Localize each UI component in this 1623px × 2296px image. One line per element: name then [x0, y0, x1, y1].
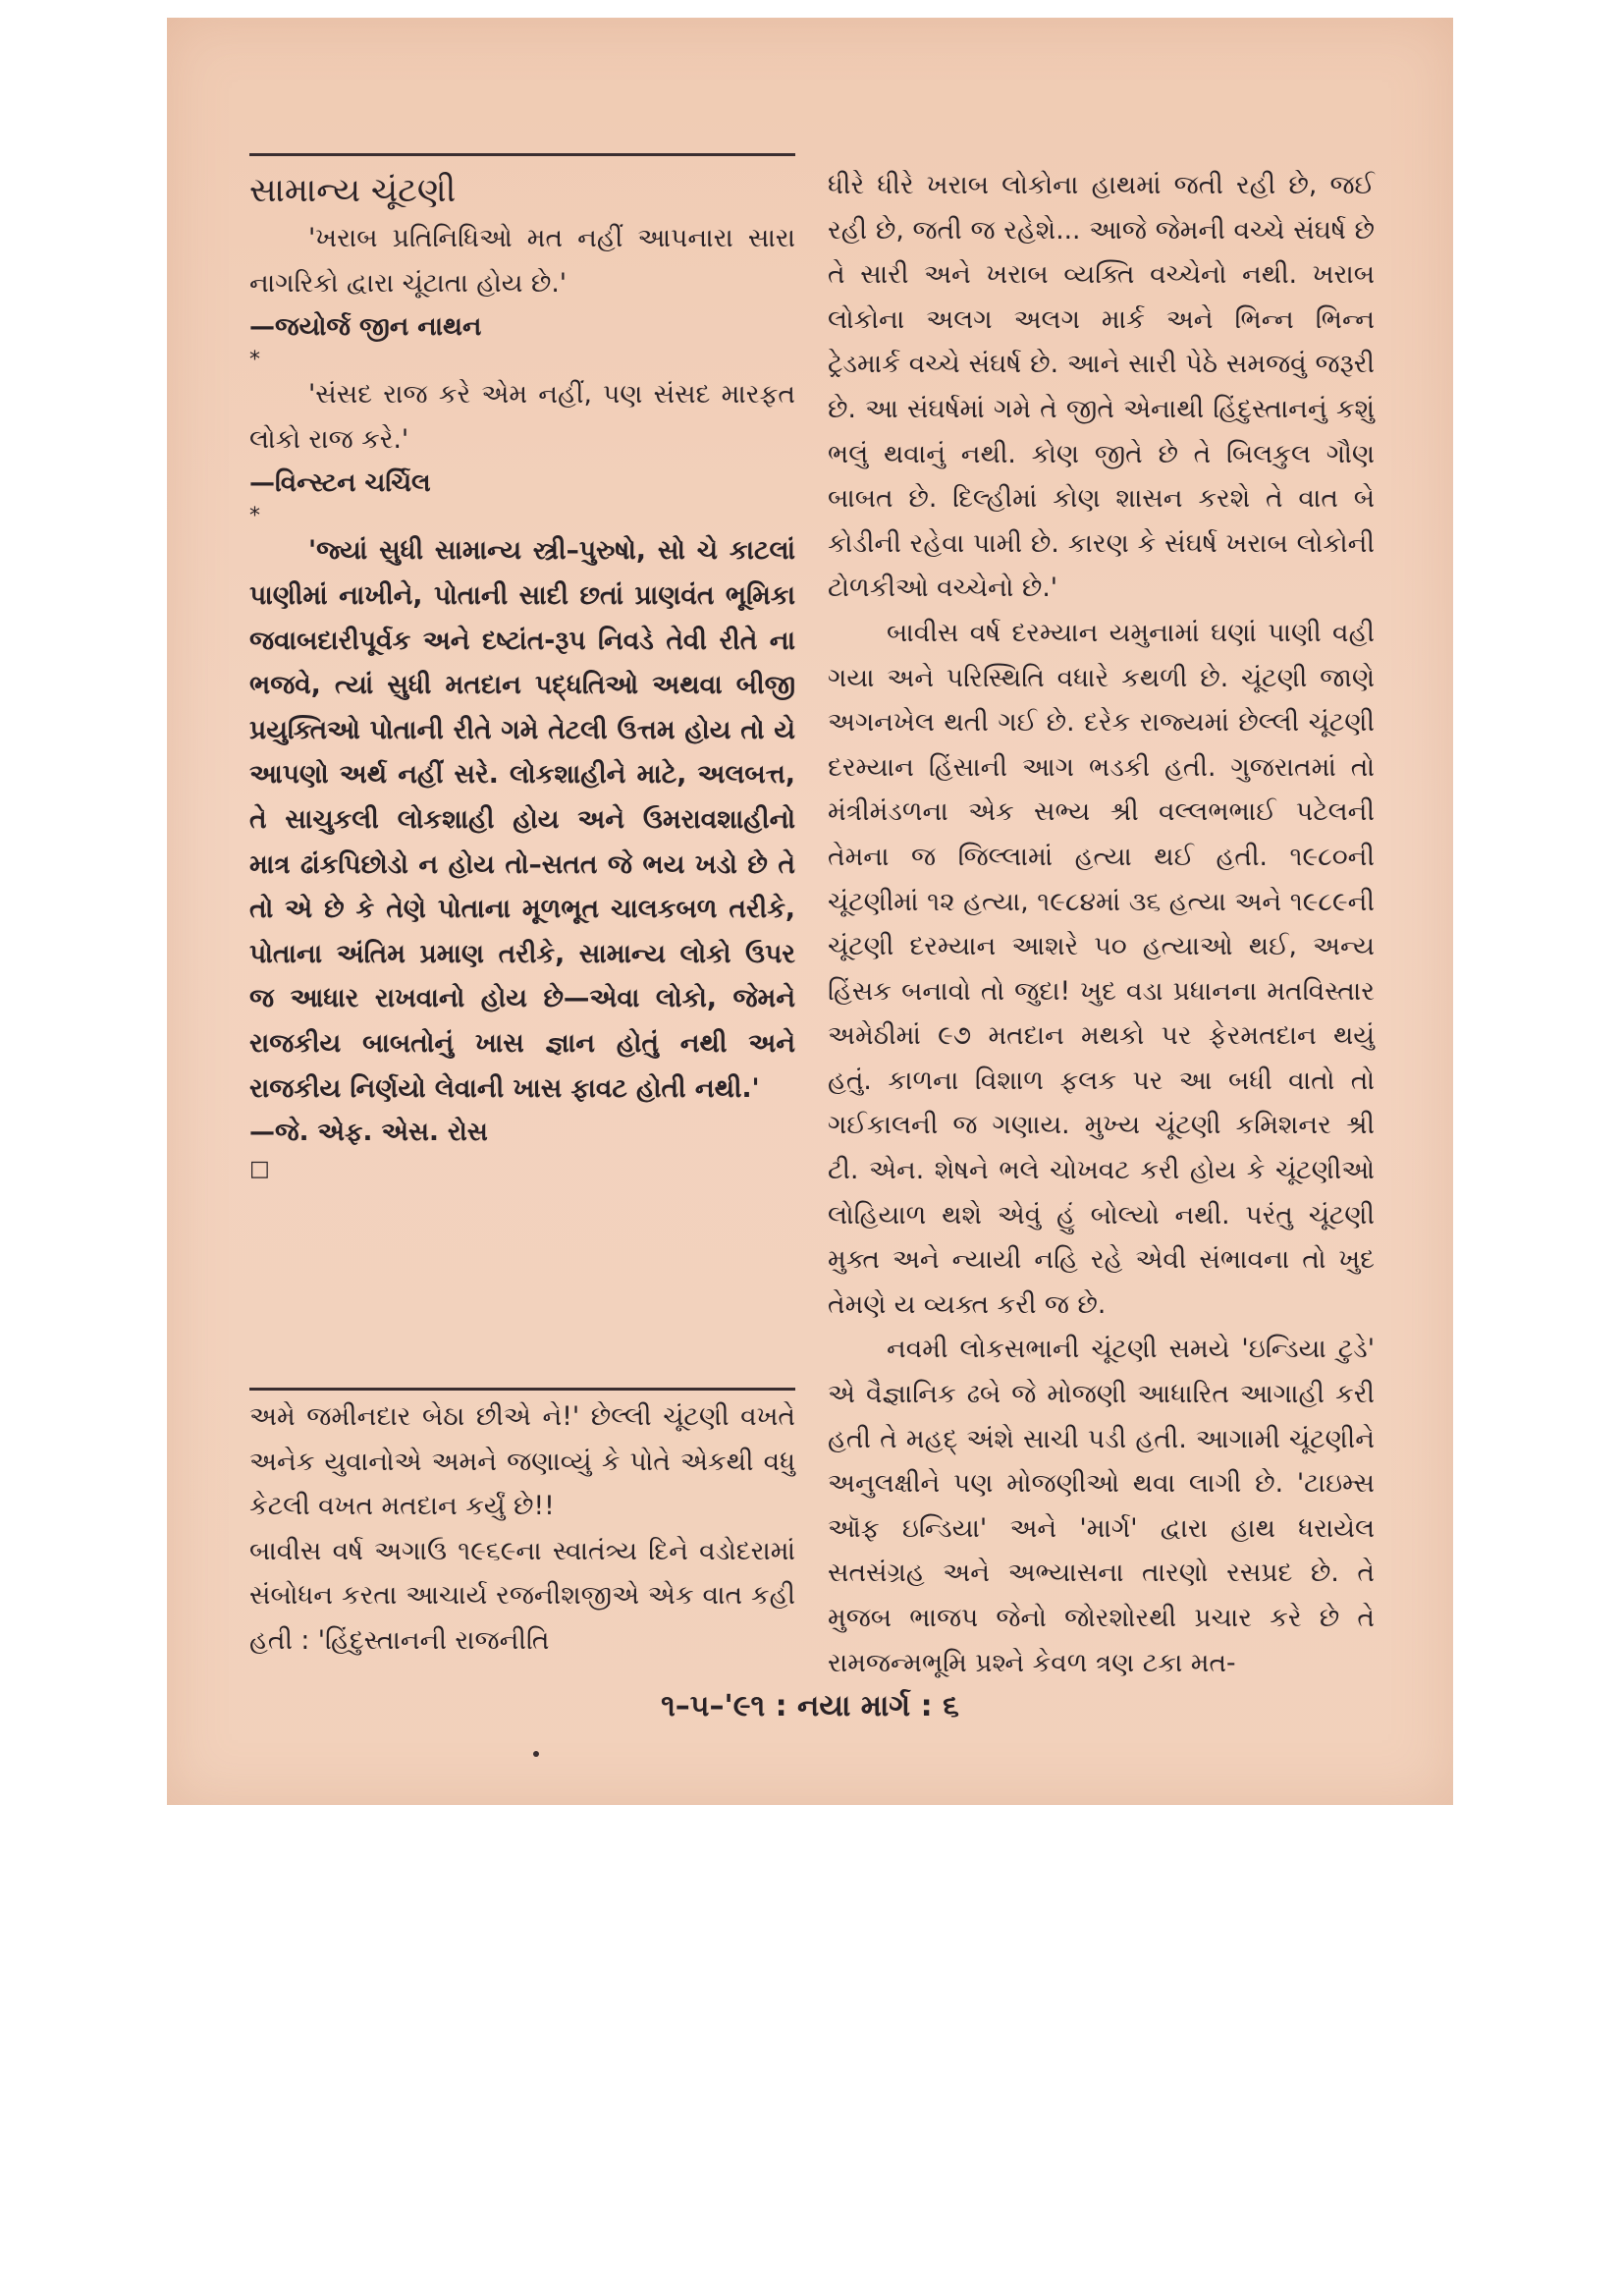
middle-rule — [249, 1388, 795, 1391]
attribution-ross: —જે. એફ. એસ. રોસ — [249, 1118, 488, 1148]
page-footer: ૧–૫–'૯૧ : નયા માર્ગ : ૬ — [661, 1689, 959, 1723]
separator-star: * — [249, 348, 260, 373]
ink-dot — [533, 1751, 539, 1757]
quote-ross: 'જ્યાં સુધી સામાન્ય સ્ત્રી–પુરુષો, સો ચે કાટલાં પાણીમાં નાખીને, પોતાની સાદી છતાં પ્રાણવંત ભૂમિકા જવાબદારીપૂર્વક અને દષ્ટાંત-રૂપ નિવડે તેવી રીતે ના ભજવે, ત્યાં સુધી મતદાન પદ્ધતિઓ અથવા બીજી પ્રયુક્તિઓ પોતાની રીતે ગમે તેટલી ઉત્તમ હોય તો યે આપણો અર્થ નહીં સરે. લોકશાહીને માટે, અલબત્ત, તે સાચુકલી લોકશાહી હોય અને ઉમરાવશાહીનો માત્ર ઢાંકપિછોડો ન હોય તો–સતત જે ભય ખડો છે તે તો એ છે કે તેણે પોતાના મૂળભૂત ચાલકબળ તરીકે, પોતાના અંતિમ પ્રમાણ તરીકે, સામાન્ય લોકો ઉપર જ આધાર રાખવાનો હોય છે—એવા લોકો, જેમને રાજકીય બાબતોનું ખાસ જ્ઞાન હોતું નથી અને રાજકીય નિર્ણયો લેવાની ખાસ ફાવટ હોતી નથી.' — [249, 535, 795, 1104]
paragraph-continuation: ધીરે ધીરે ખરાબ લોકોના હાથમાં જતી રહી છે, જઈ રહી છે, જતી જ રહેશે... આજે જેમની વચ્ચે સંઘર્ષ છે તે સારી અને ખરાબ વ્યક્તિ વચ્ચેનો નથી. ખરાબ લોકોના અલગ અલગ માર્ક અને ભિન્ન ભિન્ન ટ્રેડમાર્ક વચ્ચે સંઘર્ષ છે. આને સારી પેઠે સમજવું જરૂરી છે. આ સંઘર્ષમાં ગમે તે જીતે એનાથી હિંદુસ્તાનનું કશું ભલું થવાનું નથી. કોણ જીતે છે તે બિલકુલ ગૌણ બાબત છે. દિલ્હીમાં કોણ શાસન કરશે તે વાત બે કોડીની રહેવા પામી છે. કારણ કે સંઘર્ષ ખરાબ લોકોની ટોળકીઓ વચ્ચેનો છે.' — [828, 170, 1375, 604]
separator-star: * — [249, 504, 260, 529]
right-column — [828, 163, 1375, 1685]
page-sheet — [167, 18, 1453, 1805]
left-column — [249, 165, 795, 1185]
attribution-nathan: —જયોર્જ જીન નાથન — [249, 312, 482, 343]
paragraph-violence: બાવીસ વર્ષ દરમ્યાન યમુનામાં ઘણાં પાણી વહી ગયા અને પરિસ્થિતિ વધારે કથળી છે. ચૂંટણી જાણે અગનખેલ થતી ગઈ છે. દરેક રાજ્યમાં છેલ્લી ચૂંટણી દરમ્યાન હિંસાની આગ ભડકી હતી. ગુજરાતમાં તો મંત્રીમંડળના એક સભ્ય શ્રી વલ્લભભાઈ પટેલની તેમના જ જિલ્લામાં હત્યા થઈ હતી. ૧૯૮૦ની ચૂંટણીમાં ૧૨ હત્યા, ૧૯૮૪માં ૩૬ હત્યા અને ૧૯૮૯ની ચૂંટણી દરમ્યાન આશરે ૫૦ હત્યાઓ થઈ, અન્ય હિંસક બનાવો તો જુદા! ખુદ વડા પ્રધાનના મતવિસ્તાર અમેઠીમાં ૯૭ મતદાન મથકો પર ફેરમતદાન થયું હતું. કાળના વિશાળ ફલક પર આ બધી વાતો તો ગઈકાલની જ ગણાય. મુખ્ય ચૂંટણી કમિશનર શ્રી ટી. એન. શેષને ભલે ચોખવટ કરી હોય કે ચૂંટણીઓ લોહિયાળ થશે એવું હું બોલ્યો નથી. પરંતુ ચૂંટણી મુક્ત અને ન્યાયી નહિ રહે એવી સંભાવના તો ખુદ તેમણે ય વ્યક્ત કરી જ છે. — [828, 617, 1375, 1320]
paragraph-voters: અમે જમીનદાર બેઠા છીએ ને!' છેલ્લી ચૂંટણી વખતે અનેક યુવાનોએ અમને જણાવ્યું કે પોતે એકથી વધુ કેટલી વખત મતદાન કર્યું છે!! — [249, 1401, 795, 1522]
top-rule — [249, 153, 795, 156]
paragraph-rajneesh: બાવીસ વર્ષ અગાઉ ૧૯૬૯ના સ્વાતંત્ર્ય દિને વડોદરામાં સંબોધન કરતા આચાર્ય રજનીશજીએ એક વાત કહી હતી : 'હિંદુસ્તાનની રાજનીતિ — [249, 1535, 795, 1656]
left-bottom-text — [249, 1394, 795, 1664]
article-title: સામાન્ય ચૂંટણી — [249, 171, 457, 210]
attribution-churchill: —વિન્સ્ટન ચર્ચિલ — [249, 468, 431, 499]
paragraph-surveys: નવમી લોકસભાની ચૂંટણી સમયે 'ઇન્ડિયા ટુડે' એ વૈજ્ઞાનિક ઢબે જે મોજણી આધારિત આગાહી કરી હતી તે મહદ્ અંશે સાચી પડી હતી. આગામી ચૂંટણીને અનુલક્ષીને પણ મોજણીઓ થવા લાગી છે. 'ટાઇમ્સ ઑફ ઇન્ડિયા' અને 'માર્ગ' દ્વારા હાથ ધરાયેલ સતસંગ્રહ અને અભ્યાસના તારણો રસપ્રદ છે. તે મુજબ ભાજપ જેનો જોરશોરથી પ્રચાર કરે છે તે રામજન્મભૂમિ પ્રશ્ને કેવળ ત્રણ ટકા મત- — [828, 1334, 1375, 1678]
quote-churchill: 'સંસદ રાજ કરે એમ નહીં, પણ સંસદ મારફત લોકો રાજ કરે.' — [249, 379, 795, 455]
quote-nathan: 'ખરાબ પ્રતિનિધિઓ મત નહીં આપનારા સારા નાગરિકો દ્વારા ચૂંટાતા હોય છે.' — [249, 223, 795, 299]
end-mark: □ — [249, 1157, 270, 1182]
